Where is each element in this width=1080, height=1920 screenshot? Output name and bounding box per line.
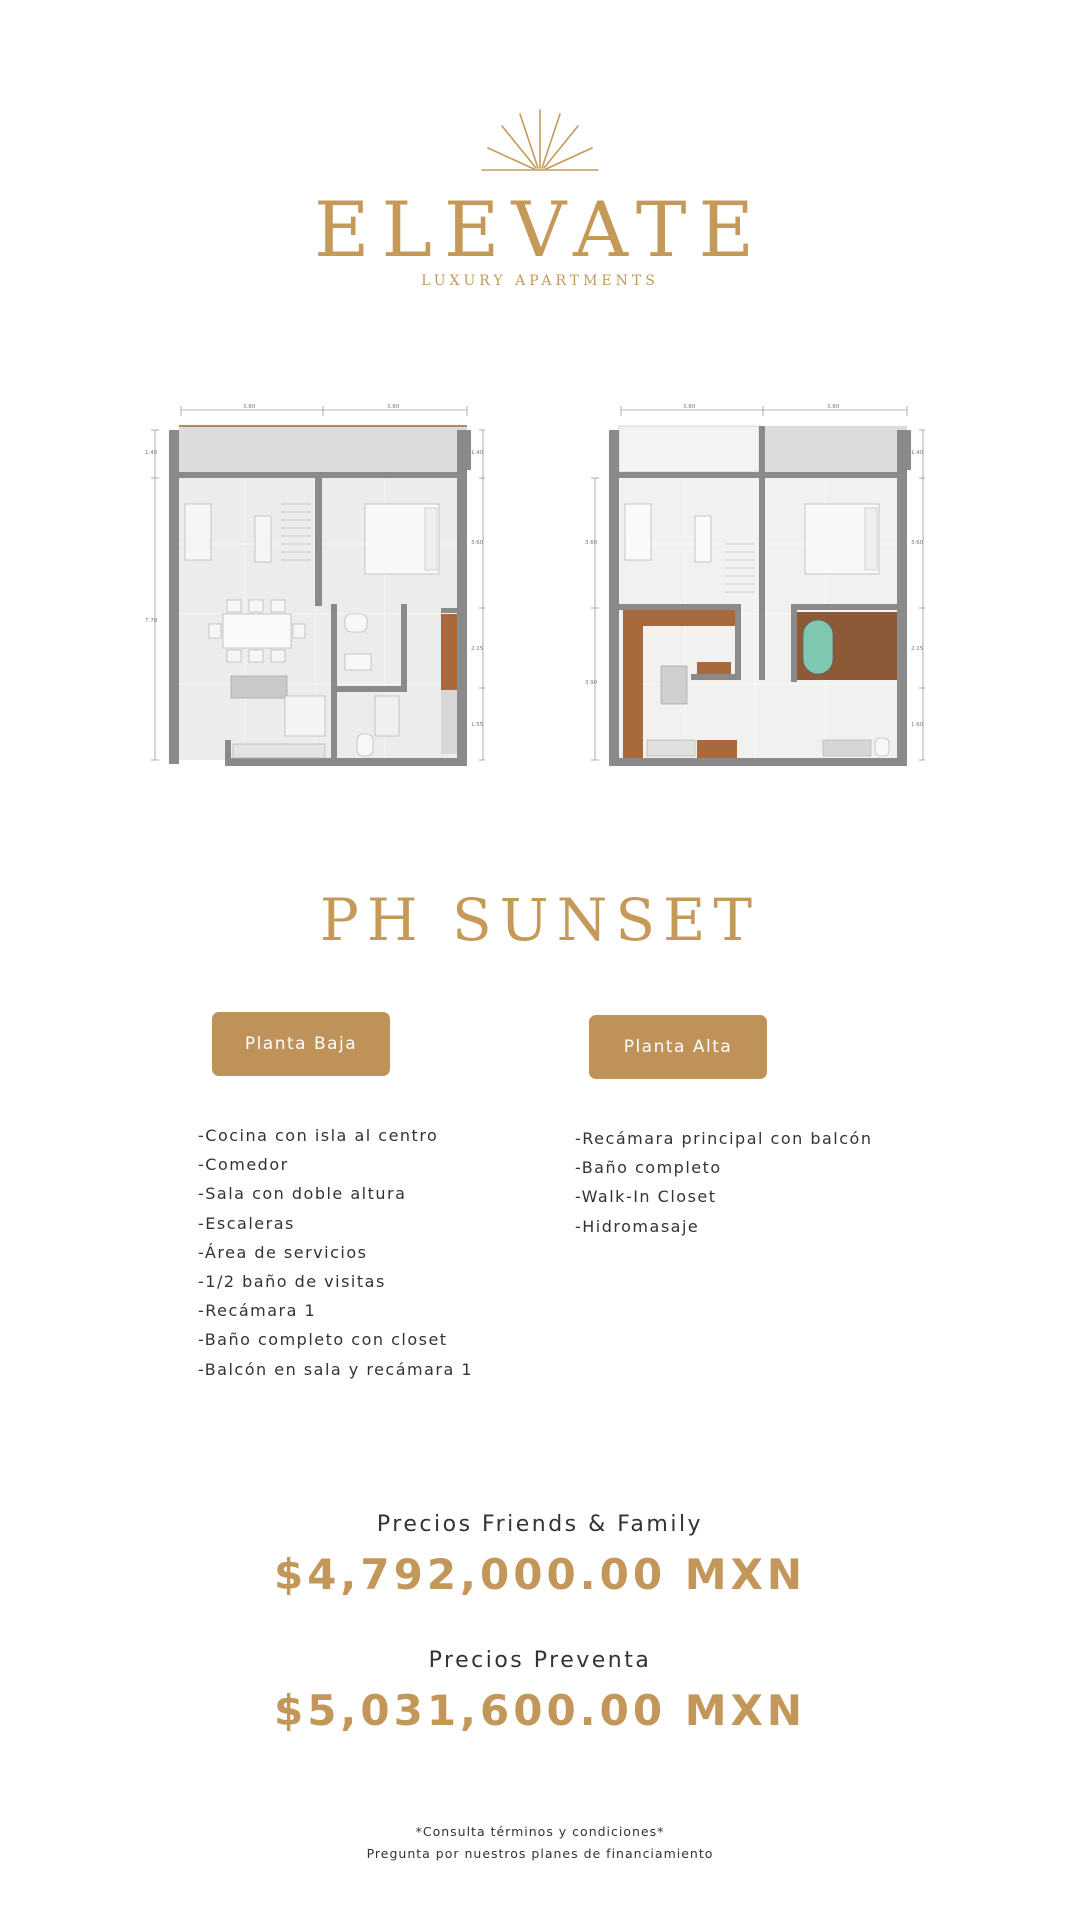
- upper-floor-features: [575, 1124, 872, 1241]
- planta-baja-button[interactable]: Planta Baja: [212, 1012, 390, 1076]
- list-item: -Comedor: [198, 1155, 289, 1175]
- list-item: -Cocina con isla al centro: [198, 1126, 439, 1145]
- lower-dim-right-3: 2.15: [471, 646, 484, 652]
- upper-dim-left-2: 3.90: [585, 680, 598, 686]
- list-item: -Área de servicios: [198, 1242, 368, 1262]
- lower-dim-right-2: 3.60: [471, 540, 484, 546]
- upper-dim-top-2: 3.80: [827, 404, 840, 410]
- upper-dim-left-1: 3.60: [585, 540, 598, 546]
- financing-note: Pregunta por nuestros planes de financiamiento: [366, 1846, 714, 1861]
- list-item: -Escaleras: [198, 1213, 295, 1233]
- list-item: -1/2 baño de visitas: [198, 1271, 386, 1291]
- lower-dim-left-2: 7.78: [145, 618, 158, 624]
- list-item: -Sala con doble altura: [198, 1184, 407, 1204]
- list-item: -Recámara 1: [198, 1301, 317, 1321]
- friends-family-price-label: Precios Friends & Family: [376, 1512, 704, 1537]
- lower-dim-right-4: 1.55: [471, 722, 484, 728]
- lower-dim-top-1: 3.80: [243, 404, 256, 410]
- terms-note: *Consulta términos y condiciones*: [415, 1824, 665, 1839]
- brand-title: ELEVATE: [313, 185, 767, 274]
- list-item: -Recámara principal con balcón: [575, 1129, 873, 1148]
- lower-dim-right-1: 1.40: [471, 450, 484, 456]
- friends-family-price: $4,792,000.00 MXN: [273, 1550, 807, 1599]
- upper-dim-right-3: 2.15: [911, 646, 924, 652]
- upper-dim-right-2: 3.60: [911, 540, 924, 546]
- presale-price: $5,031,600.00 MXN: [273, 1686, 807, 1735]
- brand-subtitle: LUXURY APARTMENTS: [421, 273, 659, 289]
- upper-dim-right-4: 1.60: [911, 722, 924, 728]
- list-item: -Hidromasaje: [575, 1216, 700, 1236]
- upper-dim-top-1: 3.80: [683, 404, 696, 410]
- presale-price-label: Precios Preventa: [428, 1648, 652, 1673]
- planta-alta-button[interactable]: Planta Alta: [589, 1015, 767, 1079]
- upper-floor-plan: [585, 404, 925, 768]
- lower-dim-left-1: 1.40: [145, 450, 158, 456]
- upper-dim-right-1: 1.40: [911, 450, 924, 456]
- sunburst-icon: [480, 108, 600, 180]
- list-item: -Baño completo con closet: [198, 1330, 448, 1350]
- lower-floor-plan: [145, 404, 485, 768]
- lower-dim-top-2: 3.80: [387, 404, 400, 410]
- lower-floor-plan-drawing: [145, 404, 485, 766]
- list-item: -Balcón en sala y recámara 1: [198, 1359, 474, 1379]
- list-item: -Baño completo: [575, 1158, 722, 1178]
- unit-title: PH SUNSET: [319, 886, 761, 954]
- upper-floor-plan-drawing: [585, 404, 925, 766]
- list-item: -Walk-In Closet: [575, 1187, 717, 1207]
- lower-floor-features: [198, 1121, 473, 1384]
